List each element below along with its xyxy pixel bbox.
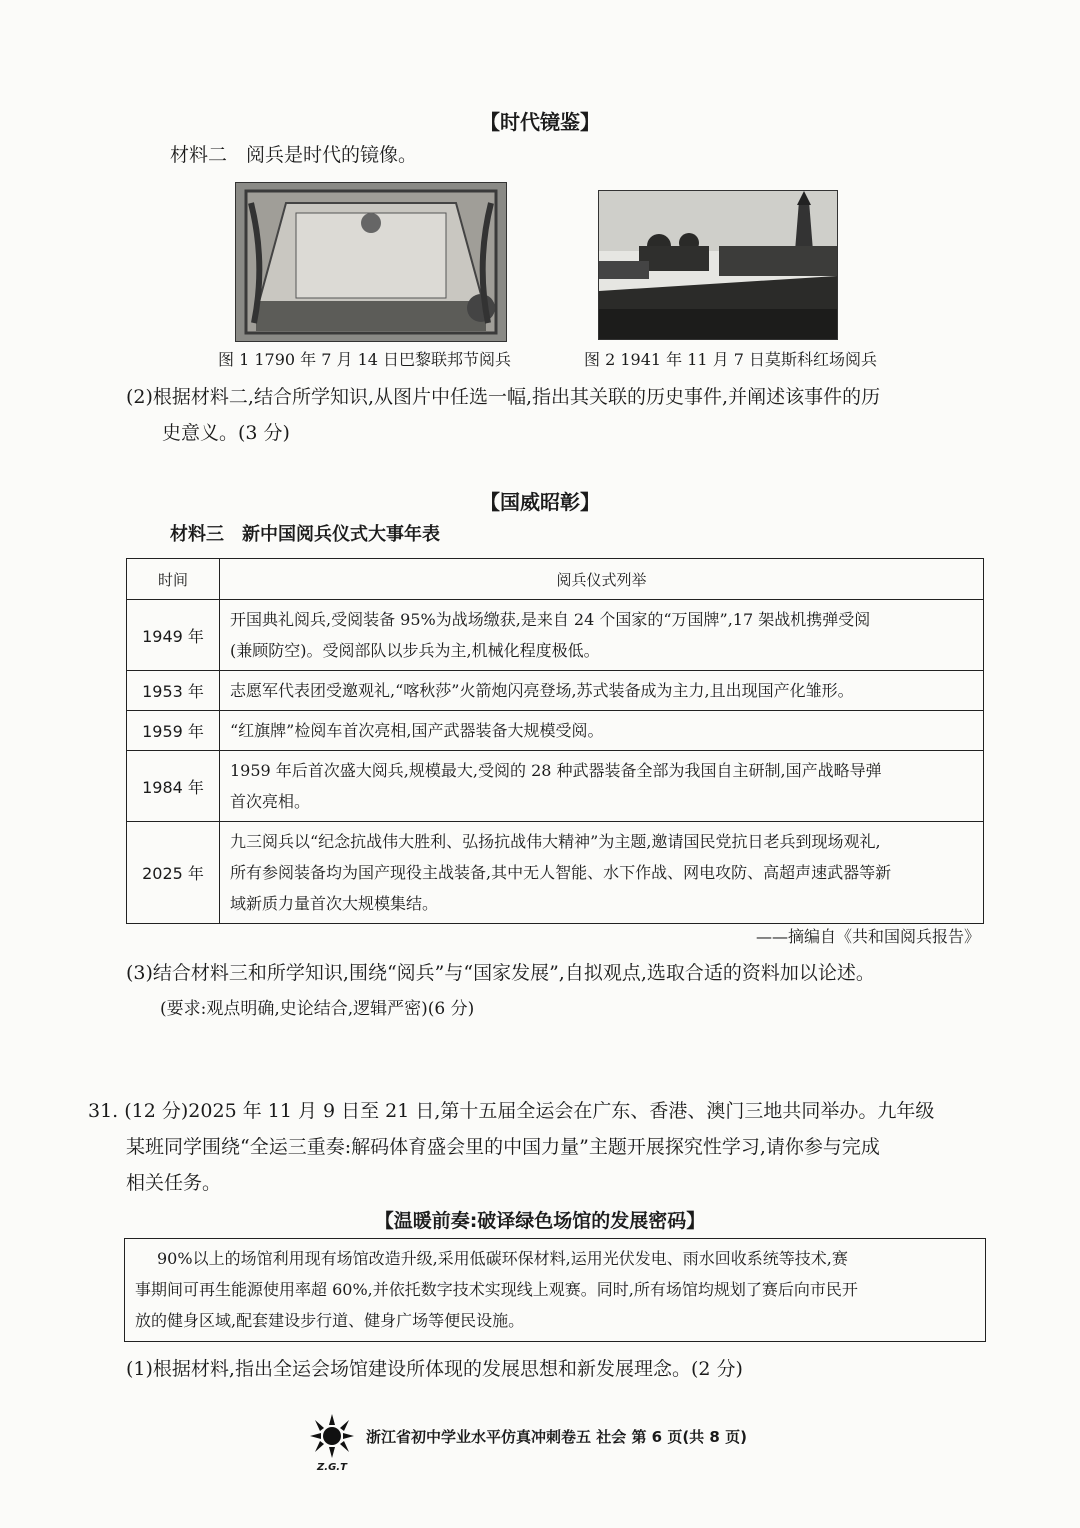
question-31-line-2: 某班同学围绕“全运三重奏:解码体育盛会里的中国力量”主题开展探究性学习,请你参与完成 [126, 1136, 880, 1158]
description-line: (兼顾防空)。受阅部队以步兵为主,机械化程度极低。 [230, 641, 600, 660]
material-box-line: 90%以上的场馆利用现有场馆改造升级,采用低碳环保材料,运用光伏发电、雨水回收系统等技术,赛 [157, 1249, 848, 1268]
section-title-era: 【时代镜鉴】 [480, 110, 600, 134]
description-line: 志愿军代表团受邀观礼,“喀秋莎”火箭炮闪亮登场,苏式装备成为主力,且出现国产化雏形。 [230, 681, 854, 700]
description-line: 首次亮相。 [230, 792, 311, 811]
material-box-line: 放的健身区域,配套建设步行道、健身广场等便民设施。 [135, 1311, 525, 1330]
figure-1-paris-parade-image [235, 182, 507, 342]
logo-text: Z.G.T [317, 1462, 347, 1473]
parade-timeline-table [126, 558, 984, 924]
table-cell-year: 1984 年 [127, 751, 220, 822]
subsection-title-green-venues: 【温暖前奏:破译绿色场馆的发展密码】 [374, 1210, 706, 1232]
table-cell-description [220, 711, 984, 751]
table-row [127, 751, 984, 822]
table-cell-year: 1949 年 [127, 600, 220, 671]
description-line: 九三阅兵以“纪念抗战伟大胜利、弘扬抗战伟大精神”为主题,邀请国民党抗日老兵到现场观礼, [230, 832, 881, 851]
table-cell-description [220, 751, 984, 822]
question-3-line-1: (3)结合材料三和所学知识,围绕“阅兵”与“国家发展”,自拟观点,选取合适的资料加以论述。 [126, 962, 875, 984]
sunburst-logo-icon [305, 1414, 359, 1458]
table-row [127, 822, 984, 924]
table-header-time: 时间 [127, 559, 220, 600]
table-cell-description [220, 822, 984, 924]
material-box-line: 事期间可再生能源使用率超 60%,并依托数字技术实现线上观赛。同时,所有场馆均规划了赛后向市民开 [135, 1280, 858, 1299]
table-header-row [127, 559, 984, 600]
question-2-line-2: 史意义。(3 分) [162, 422, 290, 444]
table-cell-year: 2025 年 [127, 822, 220, 924]
description-line: 域新质力量首次大规模集结。 [230, 894, 439, 913]
question-31-1: (1)根据材料,指出全运会场馆建设所体现的发展思想和新发展理念。(2 分) [126, 1358, 743, 1380]
figure-1-caption: 图 1 1790 年 7 月 14 日巴黎联邦节阅兵 [218, 350, 512, 369]
description-line: “红旗牌”检阅车首次亮相,国产武器装备大规模受阅。 [230, 721, 604, 740]
table-row [127, 711, 984, 751]
description-line: 1959 年后首次盛大阅兵,规模最大,受阅的 28 种武器装备全部为我国自主研制,国产战略导弹 [230, 761, 882, 780]
question-2-line-1: (2)根据材料二,结合所学知识,从图片中任选一幅,指出其关联的历史事件,并阐述该事件的历 [126, 386, 881, 408]
publisher-logo [305, 1414, 359, 1472]
table-cell-description [220, 671, 984, 711]
section-title-nation: 【国威昭彰】 [480, 490, 600, 514]
question-31-line-1: 31. (12 分)2025 年 11 月 9 日至 21 日,第十五届全运会在广东、香港、澳门三地共同举办。九年级 [88, 1100, 935, 1122]
table-cell-year: 1953 年 [127, 671, 220, 711]
table-header-description: 阅兵仪式列举 [220, 559, 984, 600]
description-line: 开国典礼阅兵,受阅装备 95%为战场缴获,是来自 24 个国家的“万国牌”,17 架战机携弹受阅 [230, 610, 871, 629]
description-line: 所有参阅装备均为国产现役主战装备,其中无人智能、水下作战、网电攻防、高超声速武器等新 [230, 863, 892, 882]
figure-2-moscow-parade-image [598, 190, 838, 340]
green-venues-material-box [124, 1238, 986, 1342]
page-footer-text: 浙江省初中学业水平仿真冲刺卷五 社会 第 6 页(共 8 页) [366, 1428, 747, 1446]
table-cell-description [220, 600, 984, 671]
material-three-intro: 材料三 新中国阅兵仪式大事年表 [170, 524, 440, 545]
question-31-line-3: 相关任务。 [126, 1172, 222, 1194]
material-two-intro: 材料二 阅兵是时代的镜像。 [170, 144, 418, 166]
table-cell-year: 1959 年 [127, 711, 220, 751]
source-citation: ——摘编自《共和国阅兵报告》 [755, 927, 980, 946]
question-3-line-2: (要求:观点明确,史论结合,逻辑严密)(6 分) [160, 999, 475, 1019]
figure-2-caption: 图 2 1941 年 11 月 7 日莫斯科红场阅兵 [584, 350, 878, 369]
table-row [127, 671, 984, 711]
table-row [127, 600, 984, 671]
